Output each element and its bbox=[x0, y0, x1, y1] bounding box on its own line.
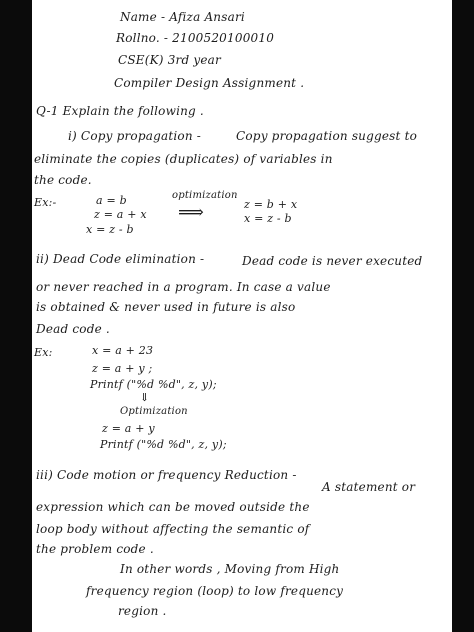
dead-optimized-line: Printf ("%d %d", z, y); bbox=[100, 438, 227, 451]
dead-code-line2: or never reached in a program. In case a value bbox=[36, 280, 331, 294]
code-motion-line6: frequency region (loop) to low frequency bbox=[86, 584, 344, 598]
dead-code-line: x = a + 23 bbox=[92, 344, 154, 357]
dead-code-line: Printf ("%d %d", z, y); bbox=[90, 378, 217, 391]
copy-before-line: z = a + x bbox=[94, 208, 147, 221]
copy-before-line: x = z - b bbox=[86, 223, 134, 236]
dead-code-line3: is obtained & never used in future is also bbox=[36, 300, 296, 314]
code-motion-title: iii) Code motion or frequency Reduction - bbox=[36, 468, 297, 482]
question-heading: Q-1 Explain the following . bbox=[36, 104, 204, 118]
class-year: CSE(K) 3rd year bbox=[118, 53, 221, 67]
dead-code-line4: Dead code . bbox=[36, 322, 110, 336]
implies-arrow-icon: ⟹ bbox=[178, 202, 205, 223]
right-dark-border bbox=[452, 0, 474, 632]
handwritten-page bbox=[32, 0, 452, 632]
code-motion-line5: In other words , Moving from High bbox=[120, 562, 340, 576]
code-motion-line3: loop body without affecting the semantic of bbox=[36, 522, 310, 536]
copy-optimization-label: optimization bbox=[172, 190, 238, 201]
code-motion-line4: the problem code . bbox=[36, 542, 154, 556]
copy-example-label: Ex:- bbox=[34, 196, 57, 209]
code-motion-line2: expression which can be moved outside the bbox=[36, 500, 310, 514]
copy-propagation-line1: Copy propagation suggest to bbox=[236, 129, 418, 143]
dead-example-label: Ex: bbox=[34, 346, 53, 359]
copy-propagation-line3: the code. bbox=[34, 173, 92, 187]
copy-propagation-line2: eliminate the copies (duplicates) of variables in bbox=[34, 152, 333, 166]
dead-optimization-label: Optimization bbox=[120, 406, 188, 417]
copy-propagation-title: i) Copy propagation - bbox=[68, 129, 202, 143]
left-dark-border bbox=[0, 0, 32, 632]
copy-after-line: z = b + x bbox=[244, 198, 298, 211]
code-motion-line1-tail: A statement or bbox=[322, 480, 416, 494]
dead-optimized-line: z = a + y bbox=[102, 422, 155, 435]
dead-code-line1: Dead code is never executed bbox=[242, 254, 423, 268]
dead-code-title: ii) Dead Code elimination - bbox=[36, 252, 205, 266]
roll-number: Rollno. - 2100520100010 bbox=[116, 31, 275, 45]
dead-code-line: z = a + y ; bbox=[92, 362, 153, 375]
copy-before-line: a = b bbox=[96, 194, 127, 207]
assignment-title: Compiler Design Assignment . bbox=[114, 76, 305, 90]
code-motion-line7: region . bbox=[118, 604, 167, 618]
student-name: Name - Afiza Ansari bbox=[120, 10, 245, 24]
copy-after-line: x = z - b bbox=[244, 212, 292, 225]
down-arrow-icon: ⇓ bbox=[140, 391, 150, 404]
